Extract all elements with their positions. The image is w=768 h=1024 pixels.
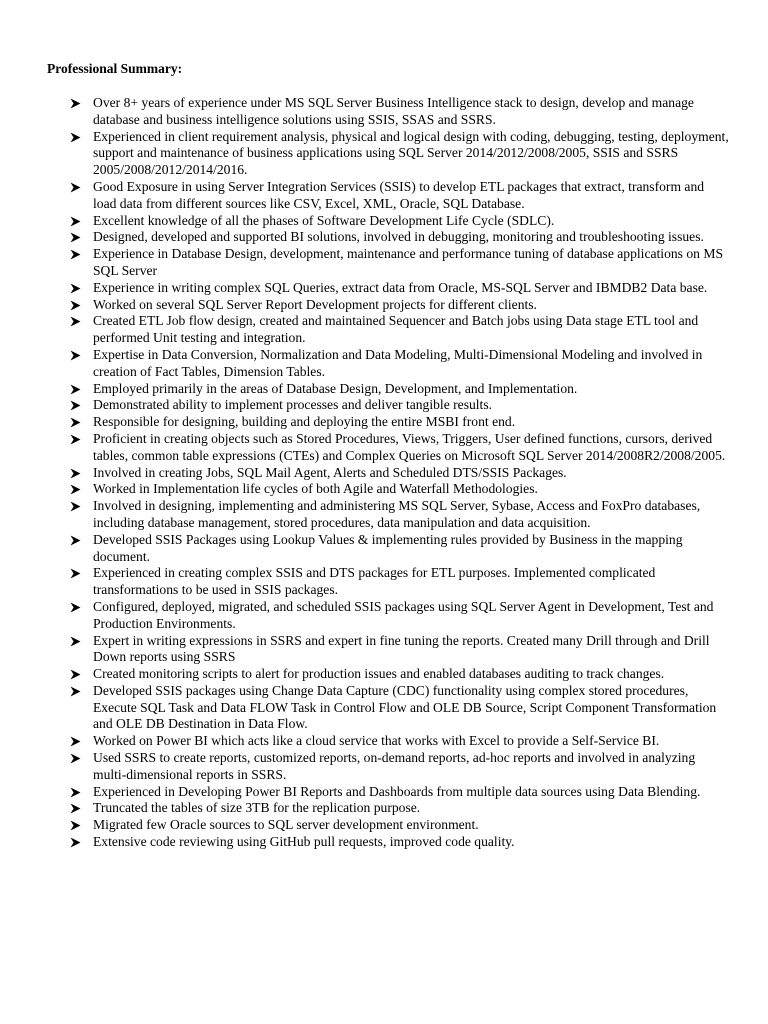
arrowhead-bullet-icon — [70, 434, 81, 445]
arrowhead-bullet-icon — [70, 636, 81, 647]
list-item-text: Truncated the tables of size 3TB for the replication purpose. — [93, 800, 421, 816]
list-item — [70, 565, 730, 599]
list-item-text: Used SSRS to create reports, customized reports, on-demand reports, ad-hoc reports and involved in analyzing multi-dimensional reports in SSRS. — [93, 750, 696, 782]
arrowhead-bullet-icon — [70, 216, 81, 227]
list-item-text: Configured, deployed, migrated, and scheduled SSIS packages using SQL Server Agent in Development, Test and Production Environments. — [93, 598, 714, 631]
list-item-text: Experienced in creating complex SSIS and DTS packages for ETL purposes. Implemented complicated transformations to be used in SSIS packages. — [93, 565, 656, 598]
list-item-text: Worked on several SQL Server Report Development projects for different clients. — [93, 296, 537, 312]
list-item — [70, 817, 730, 834]
arrowhead-bullet-icon — [70, 98, 81, 109]
list-item — [70, 683, 730, 733]
list-item — [70, 397, 730, 414]
section-heading: Professional Summary: — [47, 61, 183, 76]
arrowhead-bullet-icon — [70, 132, 81, 143]
list-item-text: Good Exposure in using Server Integration Services (SSIS) to develop ETL packages that extract, transform and load data from different sources like CSV, Excel, XML, Oracle, SQL Database. — [93, 178, 705, 211]
arrowhead-bullet-icon — [70, 417, 81, 428]
list-item-text: Expertise in Data Conversion, Normalization and Data Modeling, Multi-Dimensional Modeling and involved in creation of Fact Tables, Dimension Tables. — [93, 346, 703, 379]
list-item-text: Experienced in client requirement analysis, physical and logical design with coding, debugging, testing, deployment, support and maintenance of business applications using SQL Server 2014/2012/2008/2005, SSIS and SSRS 2005/2008/2012/2014/2016. — [93, 128, 729, 178]
list-item — [70, 213, 730, 230]
arrowhead-bullet-icon — [70, 787, 81, 798]
arrowhead-bullet-icon — [70, 283, 81, 294]
list-item-text: Created ETL Job flow design, created and maintained Sequencer and Batch jobs using Data stage ETL tool and performed Unit testing and integration. — [93, 313, 699, 346]
list-item — [70, 229, 730, 246]
arrowhead-bullet-icon — [70, 232, 81, 243]
arrowhead-bullet-icon — [70, 468, 81, 479]
list-item — [70, 381, 730, 398]
list-item — [70, 800, 730, 817]
list-item-text: Developed SSIS Packages using Lookup Values & implementing rules provided by Business in the mapping document. — [93, 531, 683, 564]
list-item-text: Migrated few Oracle sources to SQL server development environment. — [93, 817, 479, 833]
arrowhead-bullet-icon — [70, 820, 81, 831]
list-item — [70, 481, 730, 498]
list-item — [70, 95, 730, 129]
list-item-text: Designed, developed and supported BI solutions, involved in debugging, monitoring and troubleshooting issues. — [93, 229, 704, 245]
arrowhead-bullet-icon — [70, 249, 81, 260]
arrowhead-bullet-icon — [70, 803, 81, 814]
list-item — [70, 297, 730, 314]
list-item — [70, 129, 730, 179]
list-item-text: Created monitoring scripts to alert for production issues and enabled databases auditing to track changes. — [93, 666, 665, 682]
arrowhead-bullet-icon — [70, 501, 81, 512]
list-item — [70, 313, 730, 347]
arrowhead-bullet-icon — [70, 568, 81, 579]
list-item — [70, 246, 730, 280]
list-item-text: Developed SSIS packages using Change Data Capture (CDC) functionality using complex stored procedures, Execute SQL Task and Data FLOW Task in Control Flow and OLE DB Source, Script Component Transformation and OLE DB Destination in Data Flow. — [93, 682, 717, 732]
list-item — [70, 431, 730, 465]
summary-list — [70, 95, 730, 851]
list-item — [70, 733, 730, 750]
arrowhead-bullet-icon — [70, 384, 81, 395]
list-item-text: Responsible for designing, building and deploying the entire MSBI front end. — [93, 414, 516, 430]
list-item-text: Extensive code reviewing using GitHub pull requests, improved code quality. — [93, 834, 515, 850]
list-item — [70, 633, 730, 667]
arrowhead-bullet-icon — [70, 686, 81, 697]
list-item — [70, 599, 730, 633]
list-item — [70, 532, 730, 566]
list-item — [70, 465, 730, 482]
list-item-text: Over 8+ years of experience under MS SQL Server Business Intelligence stack to design, develop and manage database and business intelligence solutions using SSIS, SSAS and SSRS. — [93, 95, 694, 127]
list-item — [70, 414, 730, 431]
list-item — [70, 179, 730, 213]
list-item — [70, 666, 730, 683]
list-item-text: Expert in writing expressions in SSRS and expert in fine tuning the reports. Created many Drill through and Drill Down reports using SSRS — [93, 632, 710, 665]
list-item-text: Employed primarily in the areas of Database Design, Development, and Implementation. — [93, 380, 578, 396]
arrowhead-bullet-icon — [70, 753, 81, 764]
list-item-text: Experienced in Developing Power BI Reports and Dashboards from multiple data sources using Data Blending. — [93, 783, 701, 799]
list-item-text: Worked in Implementation life cycles of both Agile and Waterfall Methodologies. — [93, 481, 538, 497]
list-item — [70, 834, 730, 851]
arrowhead-bullet-icon — [70, 669, 81, 680]
list-item — [70, 498, 730, 532]
arrowhead-bullet-icon — [70, 300, 81, 311]
arrowhead-bullet-icon — [70, 182, 81, 193]
list-item-text: Involved in creating Jobs, SQL Mail Agent, Alerts and Scheduled DTS/SSIS Packages. — [93, 464, 567, 480]
list-item-text: Proficient in creating objects such as Stored Procedures, Views, Triggers, User defined functions, cursors, derived tables, common table expressions (CTEs) and Complex Queries on Microsoft SQL Server 2014/2008R2/2008/2005. — [93, 430, 726, 463]
arrowhead-bullet-icon — [70, 350, 81, 361]
arrowhead-bullet-icon — [70, 400, 81, 411]
list-item-text: Excellent knowledge of all the phases of Software Development Life Cycle (SDLC). — [93, 212, 555, 228]
arrowhead-bullet-icon — [70, 837, 81, 848]
arrowhead-bullet-icon — [70, 535, 81, 546]
arrowhead-bullet-icon — [70, 484, 81, 495]
list-item-text: Demonstrated ability to implement processes and deliver tangible results. — [93, 397, 493, 413]
arrowhead-bullet-icon — [70, 736, 81, 747]
list-item-text: Experience in Database Design, development, maintenance and performance tuning of database applications on MS SQL Server — [93, 246, 723, 278]
list-item-text: Experience in writing complex SQL Queries, extract data from Oracle, MS-SQL Server and IBMDB2 Data base. — [93, 279, 708, 295]
arrowhead-bullet-icon — [70, 602, 81, 613]
arrowhead-bullet-icon — [70, 316, 81, 327]
list-item — [70, 750, 730, 784]
list-item-text: Worked on Power BI which acts like a cloud service that works with Excel to provide a Self-Service BI. — [93, 733, 660, 749]
list-item — [70, 280, 730, 297]
list-item — [70, 784, 730, 801]
list-item — [70, 347, 730, 381]
list-item-text: Involved in designing, implementing and administering MS SQL Server, Sybase, Access and FoxPro databases, including database management, stored procedures, data manipulation and data acquisition. — [93, 498, 701, 530]
